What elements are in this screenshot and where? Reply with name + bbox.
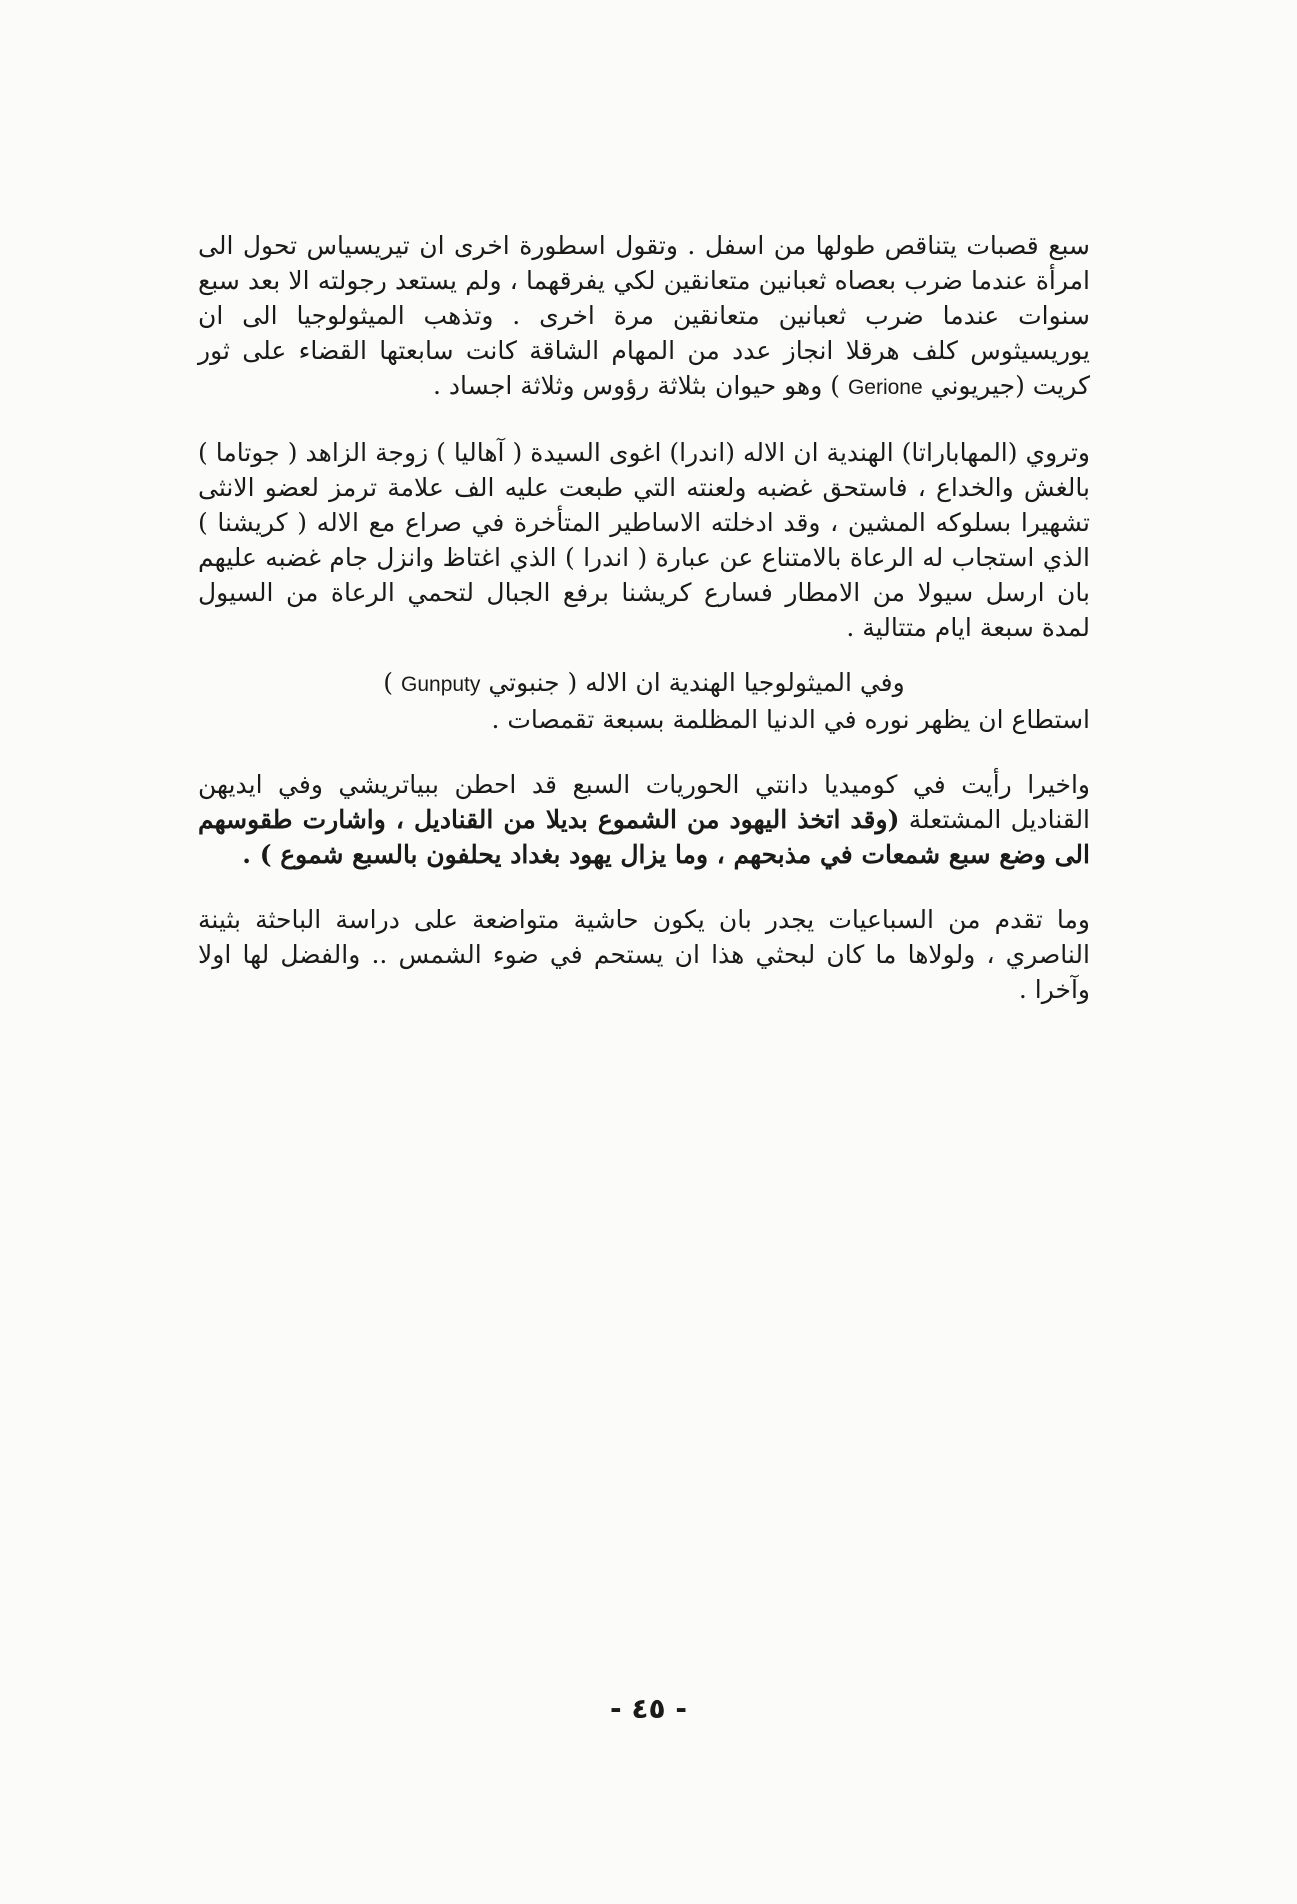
paragraph-1-end: ) وهو حيوان بثلاثة رؤوس وثلاثة اجساد . <box>433 371 840 400</box>
paragraph-3-line-2: استطاع ان يظهر نوره في الدنيا المظلمة بسبعة تقمصات . <box>491 705 1090 734</box>
paragraph-3-close: ) <box>383 668 394 697</box>
paragraph-4-bold: (وقد اتخذ اليهود من الشموع بديلا من القناديل ، واشارت طقوسهم الى وضع سبع شمعات في مذبحهم ، وما يزال يهود بغداد يحلفون بالسبع شموع ) . <box>198 805 1090 869</box>
paragraph-4-normal: واخيرا رأيت في كوميديا دانتي الحوريات السبع قد احطن ببياتريشي وفي ايديهن القناديل المشتعلة <box>198 770 1091 834</box>
page-number: - ٤٥ - <box>610 1692 687 1725</box>
paragraph-3-line-1 <box>198 665 1090 702</box>
latin-term-gunputy: Gunputy <box>401 673 481 696</box>
body-text <box>198 228 1090 1007</box>
paragraph-1-text: سبع قصبات يتناقص طولها من اسفل . وتقول اسطورة اخرى ان تيريسياس تحول الى امرأة عندما ضرب بعصاه ثعبانين متعانقين لكي يفرقهما ، ولم يستعد رجولته الا بعد سبع سنوات عندما ضرب ثعبانين متعانقين مرة اخرى . وتذهب الميثولوجيا الى ان يوريسيثوس كلف هرقلا انجاز عدد من المهام الشاقة كانت سابعتها القضاء على ثور كريت (جيريوني <box>198 231 1090 400</box>
paragraph-2: وتروي (المهاباراتا) الهندية ان الاله (اندرا) اغوى السيدة ( آهاليا ) زوجة الزاهد ( جوتاما ) بالغش والخداع ، فاستحق غضبه ولعنته التي طبعت عليه الف علامة ترمز لعضو الانثى تشهيرا بسلوكه المشين ، وقد ادخلته الاساطير المتأخرة في صراع مع الاله ( كريشنا ) الذي استجاب له الرعاة بالامتناع عن عبارة ( اندرا ) الذي اغتاظ وانزل جام غضبه عليهم بان ارسل سيولا من الامطار فسارع كريشنا برفع الجبال لتحمي الرعاة من السيول لمدة سبعة ايام متتالية . <box>198 438 1090 642</box>
paragraph-1 <box>198 228 1090 405</box>
paragraph-3-start: وفي الميثولوجيا الهندية ان الاله ( جنبوتي <box>488 668 905 697</box>
paragraph-4 <box>198 767 1090 872</box>
paragraph-5: وما تقدم من السباعيات يجدر بان يكون حاشية متواضعة على دراسة الباحثة بثينة الناصري ، ولولاها ما كان لبحثي هذا ان يستحم في ضوء الشمس .. والفضل لها اولا وآخرا . <box>198 905 1090 1004</box>
latin-term-gerione: Gerione <box>847 376 923 399</box>
